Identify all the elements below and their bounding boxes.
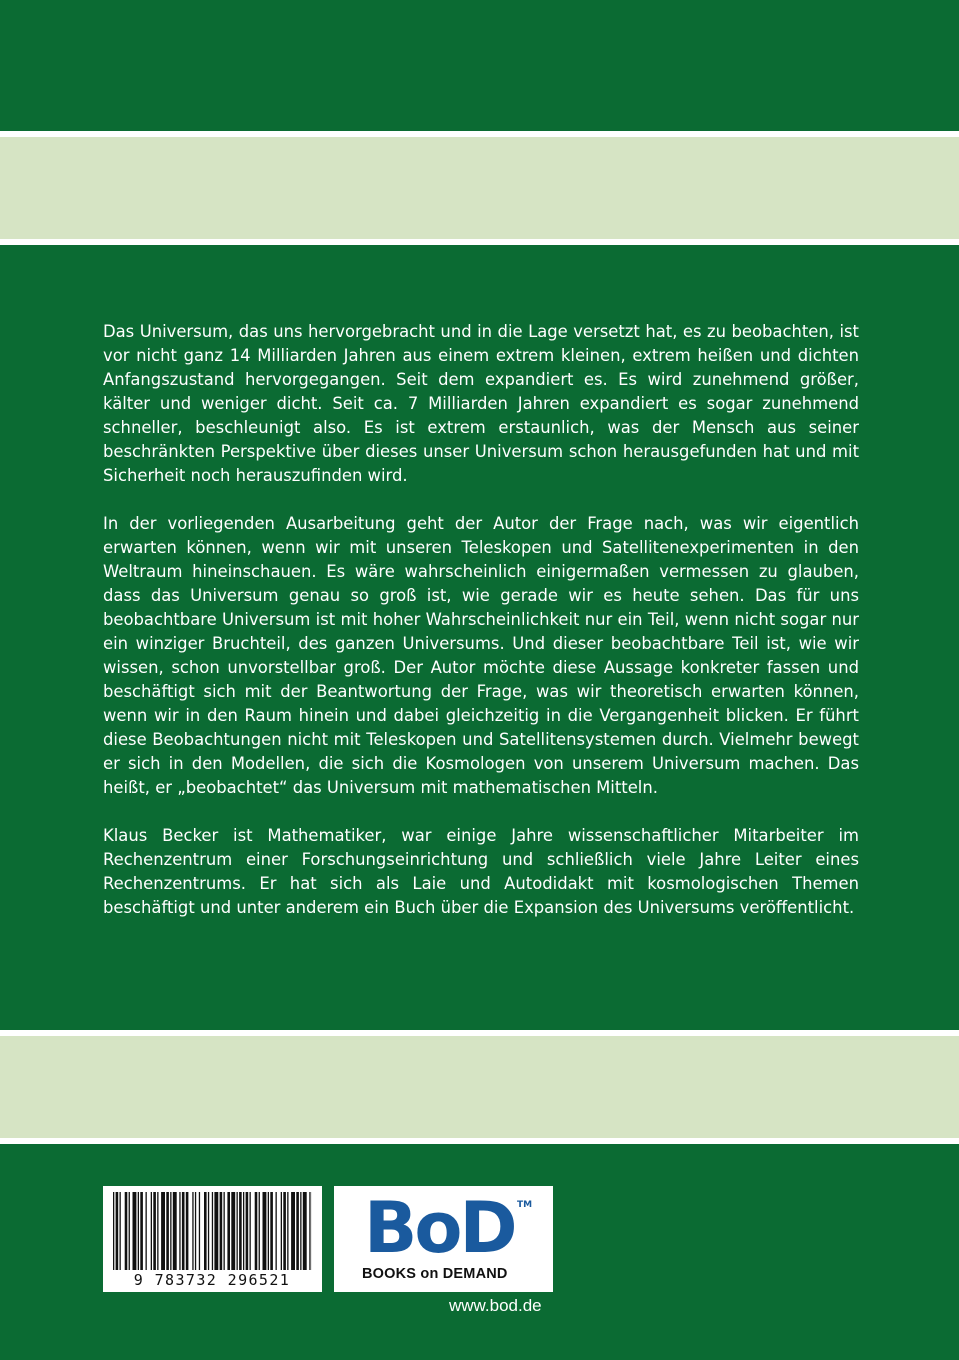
barcode-bar — [116, 1192, 119, 1270]
barcode-bar — [204, 1192, 207, 1270]
barcode-digits: 9 783732 296521 — [107, 1271, 317, 1289]
barcode-bar — [237, 1192, 238, 1270]
paragraph-content: In der vorliegenden Ausarbeitung geht der Autor der Frage nach, was wir eigentlich erwarten können, wenn wir mit unseren Teleskopen und Satellitenexperimenten in den Weltraum hineinschauen. Es wäre wahrscheinlich einigermaßen vermessen zu glauben, dass das Universum genau so groß ist, wie gerade wir es heute sehen. Das für uns beobachtbare Universum ist mit hoher Wahrscheinlichkeit nur ein Teil, wenn nicht sogar nur ein winziger Bruchteil, des ganzen Universums. Und dieser beobachtbare Teil ist, wie wir wissen, schon unvorstellbar groß. Der Autor möchte diese Aussage konkreter fassen und beschäftigt sich mit der Beantwortung der Frage, was wir theoretisch erwarten können, wenn wir in den Raum hinein und dabei gleichzeitig in die Vergangenheit blicken. Er führt diese Beobachtungen nicht mit Teleskopen und Satellitensystemen durch. Vielmehr bewegt er sich in den Modellen, die sich die Kosmologen von unserem Universum machen. Das heißt, er „beobachtet“ das Universum mit mathematischen Mitteln. — [103, 514, 859, 797]
barcode-bar — [246, 1192, 249, 1270]
barcode-bar — [300, 1192, 301, 1270]
barcode-bar — [227, 1192, 230, 1270]
barcode-bar — [309, 1192, 310, 1270]
barcode-bar — [199, 1192, 200, 1270]
barcode-bar — [263, 1192, 267, 1270]
barcode-bar — [255, 1192, 258, 1270]
barcode-bar — [231, 1192, 235, 1270]
barcode-bar — [212, 1192, 213, 1270]
barcode-bar — [133, 1192, 137, 1270]
trademark-symbol: TM — [517, 1200, 533, 1210]
barcode-bar — [179, 1192, 180, 1270]
barcode-bar — [182, 1192, 185, 1270]
barcode-bar — [268, 1192, 269, 1270]
barcode-bar — [173, 1192, 177, 1270]
barcode-bar — [287, 1192, 288, 1270]
barcode-bar — [239, 1192, 242, 1270]
barcode-bar — [281, 1192, 282, 1270]
barcode-bar — [138, 1192, 139, 1270]
barcode-bar — [170, 1192, 171, 1270]
barcode-bar — [243, 1192, 244, 1270]
logo-subtitle: BOOKS on DEMAND — [362, 1266, 508, 1282]
barcode-bar — [151, 1192, 152, 1270]
barcode-bar — [120, 1192, 121, 1270]
barcode-bar — [208, 1192, 209, 1270]
barcode-bar — [303, 1192, 307, 1270]
barcode-bar — [220, 1192, 223, 1270]
barcode-bar — [296, 1192, 299, 1270]
barcode-bar — [291, 1192, 295, 1270]
publisher-logo — [334, 1186, 553, 1292]
barcode-bar — [146, 1192, 147, 1270]
publisher-website: www.bod.de — [449, 1296, 542, 1315]
top-decorative-band — [0, 131, 959, 245]
barcode-bar — [276, 1192, 277, 1270]
barcode-bar — [129, 1192, 130, 1270]
paragraph-intro: Das Universum, das uns hervorgebracht und in die Lage versetzt hat, es zu beobachten, ist vor nicht ganz 14 Milliarden Jahren aus einem extrem kleinen, extrem heißen und dichten Anfangszustand hervorgegangen. Seit dem expandiert es. Es wird zunehmend größer, kälter und weniger dicht. Seit ca. 7 Milliarden Jahren expandiert es sogar zunehmend schneller, beschleunigt also. Es ist extrem erstaunlich, was der Mensch aus seiner beschränkten Perspektive über dieses unser Universum schon herausgefunden hat und mit Sicherheit noch herauszufinden wird. — [103, 322, 859, 485]
barcode-bar — [270, 1192, 273, 1270]
barcode-bar — [250, 1192, 251, 1270]
bod-logo-mark: BoD — [364, 1187, 515, 1269]
barcode-bar — [192, 1192, 193, 1270]
barcode-bar — [186, 1192, 189, 1270]
barcode-bar — [224, 1192, 225, 1270]
bottom-decorative-band — [0, 1030, 959, 1144]
barcode-bar — [113, 1192, 114, 1270]
barcode-bar — [140, 1192, 143, 1270]
barcode-bar — [161, 1192, 165, 1270]
barcode-bar — [166, 1192, 169, 1270]
paragraph-author-bio: Klaus Becker ist Mathematiker, war einige Jahre wissenschaftlicher Mitarbeiter im Rechenzentrum einer Forschungseinrichtung und schließlich viele Jahre Leiter eines Rechenzentrums. Er hat sich als Laie und Autodidakt mit kosmologischen Themen beschäftigt und unter anderem ein Buch über die Expansion des Universums veröffentlicht. — [103, 826, 859, 917]
barcode-bar — [157, 1192, 158, 1270]
barcode-bars — [113, 1192, 312, 1270]
isbn-barcode — [103, 1186, 322, 1292]
back-cover-text — [103, 320, 859, 944]
barcode-bar — [283, 1192, 286, 1270]
barcode-bar — [259, 1192, 260, 1270]
barcode-bar — [195, 1192, 196, 1270]
barcode-bar — [214, 1192, 218, 1270]
barcode-bar — [153, 1192, 156, 1270]
barcode-bar — [125, 1192, 128, 1270]
